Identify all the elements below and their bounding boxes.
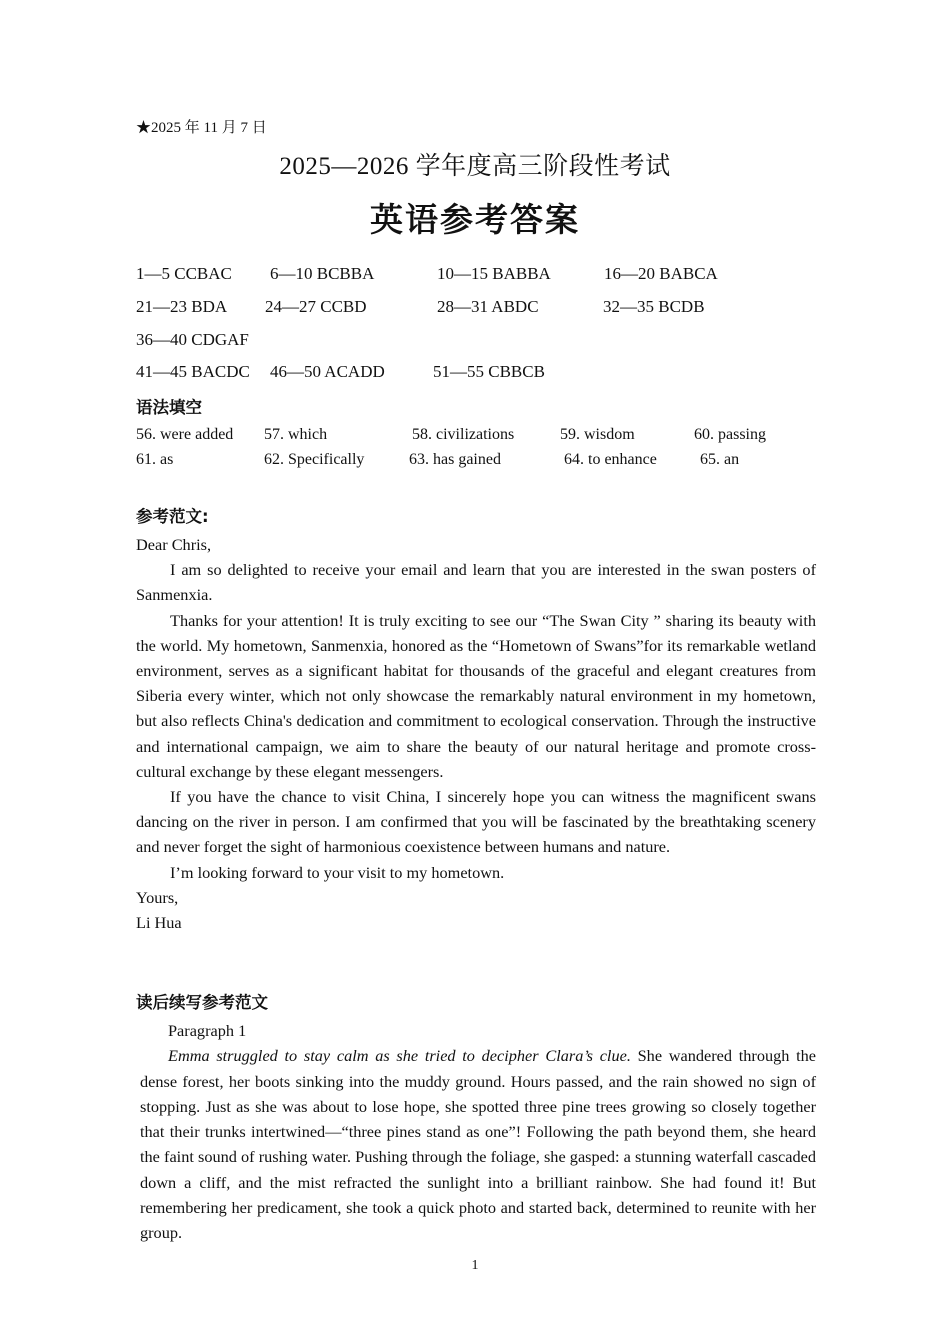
answer-group: 36—40 CDGAF <box>136 330 249 349</box>
grammar-answer: 63. has gained <box>409 451 501 468</box>
essay-heading: 参考范文: <box>136 507 209 526</box>
continuation-heading: 读后续写参考范文 <box>136 993 268 1012</box>
grammar-answer: 59. wisdom <box>560 426 635 443</box>
grammar-answer: 56. were added <box>136 426 234 443</box>
model-letter <box>136 532 816 935</box>
answer-group: 24—27 CCBD <box>265 297 367 316</box>
exam-date: ★2025 年 11 月 7 日 <box>136 120 267 136</box>
paragraph-label: Paragraph 1 <box>168 1021 247 1040</box>
story-paragraph <box>140 1043 816 1245</box>
answer-group: 21—23 BDA <box>136 297 228 316</box>
letter-paragraph: I am so delighted to receive your email and learn that you are interested in the swan posters of Sanmenxia. <box>136 560 816 605</box>
letter-paragraph: If you have the chance to visit China, I sincerely hope you can witness the magnificent swans dancing on the river in person. I am confirmed that you will be fascinated by the breathtaking scenery and never forget the sight of harmonious coexistence between humans and nature. <box>136 787 816 857</box>
letter-paragraph: I’m looking forward to your visit to my hometown. <box>170 862 505 882</box>
letter-paragraph: Thanks for your attention! It is truly exciting to see our “The Swan City ” sharing its beauty with the world. My hometown, Sanmenxia, honored as the “Hometown of Swans”for its remarkable wetland environment, serves as a significant habitat for thousands of the graceful and elegant creatures from Siberia every winter, which not only showcase the remarkably natural environment in my hometown, but also reflects China's dedication and commitment to ecological conservation. Through the instructive and international campaign, we aim to share the beauty of our natural heritage and promote cross- cultural exchange by these elegant messengers. <box>136 610 816 781</box>
answer-group: 10—15 BABBA <box>437 264 551 283</box>
answer-group: 32—35 BCDB <box>603 297 705 316</box>
answer-group: 46—50 ACADD <box>270 362 385 381</box>
answer-group: 16—20 BABCA <box>604 264 718 283</box>
answer-key-title: 英语参考答案 <box>370 203 580 239</box>
grammar-answer: 64. to enhance <box>564 451 657 468</box>
letter-closing: Yours, <box>136 887 179 907</box>
letter-salutation: Dear Chris, <box>136 535 212 554</box>
grammar-answer: 57. which <box>264 426 328 443</box>
answer-group: 28—31 ABDC <box>437 297 539 316</box>
answer-group: 41—45 BACDC <box>136 362 250 381</box>
grammar-heading: 语法填空 <box>136 398 202 417</box>
grammar-answer: 61. as <box>136 451 174 468</box>
continuation-text <box>140 1018 816 1246</box>
answer-group: 6—10 BCBBA <box>270 264 375 283</box>
exam-title: 2025—2026 学年度高三阶段性考试 <box>279 153 671 180</box>
answer-group: 1—5 CCBAC <box>136 264 232 283</box>
letter-signature: Li Hua <box>136 913 182 933</box>
story-opening-sentence: Emma struggled to stay calm as she tried to decipher Clara’s clue. <box>168 1046 631 1066</box>
answer-group: 51—55 CBBCB <box>433 362 545 381</box>
grammar-answer: 58. civilizations <box>412 426 515 443</box>
story-body: She wandered through the dense forest, her boots sinking into the muddy ground. Hours passed, and the rain showed no sign of stopping. Just as she was about to lose hope, she spotted three pine trees growing so closely together that their trunks intertwined—“three pines stand as one”! Following the path beyond them, she heard the faint sound of rushing water. Pushing through the foliage, she gasped: a stunning waterfall cascaded down a cliff, and the mist refracted the sunlight into a brilliant rainbow. She had found it! But remembering her predicament, she took a quick photo and started back, determined to reunite with her group. <box>140 1046 816 1243</box>
grammar-answer: 62. Specifically <box>264 451 365 468</box>
grammar-answer: 60. passing <box>694 426 766 443</box>
grammar-answer: 65. an <box>700 451 740 468</box>
page-number: 1 <box>471 1258 479 1273</box>
